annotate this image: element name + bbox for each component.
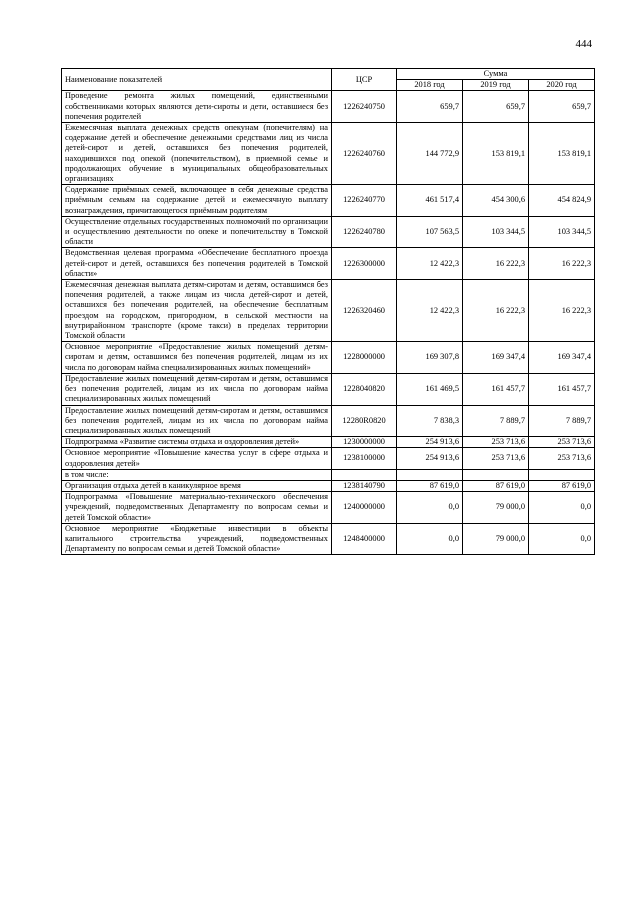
table-row — [62, 91, 595, 123]
table-row — [62, 480, 595, 491]
cell-name: Основное мероприятие «Повышение качества услуг в сфере отдыха и оздоровления детей» — [62, 448, 332, 469]
table-row — [62, 216, 595, 248]
cell-name: Подпрограмма «Повышение материально-технического обеспечения учреждений, подведомственных Департаменту по вопросам семьи и детей Томской области» — [62, 492, 332, 524]
budget-table — [61, 68, 595, 555]
cell-csr: 1226320460 — [332, 280, 397, 342]
table-row — [62, 437, 595, 448]
table-body — [62, 91, 595, 555]
cell-name: Подпрограмма «Развитие системы отдыха и оздоровления детей» — [62, 437, 332, 448]
cell-2018: 107 563,5 — [397, 216, 463, 248]
cell-csr — [332, 469, 397, 480]
cell-2018: 87 619,0 — [397, 480, 463, 491]
cell-2018: 254 913,6 — [397, 448, 463, 469]
cell-csr: 12280R0820 — [332, 405, 397, 437]
cell-name: Предоставление жилых помещений детям-сиротам и детям, оставшимся без попечения родителей, лицам из их числа по договорам найма специализированных жилых помещений — [62, 405, 332, 437]
cell-2019: 16 222,3 — [463, 248, 529, 280]
cell-csr: 1226240770 — [332, 185, 397, 217]
cell-2020: 253 713,6 — [529, 448, 595, 469]
header-sum: Сумма — [397, 69, 595, 80]
cell-2020: 16 222,3 — [529, 248, 595, 280]
cell-2020: 161 457,7 — [529, 373, 595, 405]
header-year-2018: 2018 год — [397, 80, 463, 91]
table-row — [62, 280, 595, 342]
cell-2020: 103 344,5 — [529, 216, 595, 248]
cell-csr: 1238100000 — [332, 448, 397, 469]
cell-2019: 79 000,0 — [463, 492, 529, 524]
cell-2018: 169 307,8 — [397, 342, 463, 374]
table-row — [62, 469, 595, 480]
cell-name: Ежемесячная денежная выплата детям-сиротам и детям, оставшимся без попечения родителей, а также лицам из числа детей-сирот и детей, оставшихся без попечения родителей, на обеспечение бесплатным проездом на городском, пригородном, в сельской местности на внутрирайонном транспорте (кроме такси) в пределах территории Томской области — [62, 280, 332, 342]
cell-2020: 153 819,1 — [529, 123, 595, 185]
table-row — [62, 373, 595, 405]
table-row — [62, 185, 595, 217]
cell-csr: 1226300000 — [332, 248, 397, 280]
cell-2019: 659,7 — [463, 91, 529, 123]
cell-2019: 79 000,0 — [463, 523, 529, 555]
header-year-2019: 2019 год — [463, 80, 529, 91]
table-row — [62, 523, 595, 555]
page-number: 444 — [575, 38, 592, 50]
table-row — [62, 492, 595, 524]
cell-2019: 161 457,7 — [463, 373, 529, 405]
cell-csr: 1240000000 — [332, 492, 397, 524]
cell-2018: 461 517,4 — [397, 185, 463, 217]
cell-name: Ежемесячная выплата денежных средств опекунам (попечителям) на содержание детей и обеспечение денежными средствами лиц из числа детей-сирот и детей, оставшихся без попечения родителей, находившихся под опекой (попечительством), в приемной семье и продолжающих обучение в муниципальных общеобразовательных организациях — [62, 123, 332, 185]
cell-2020: 454 824,9 — [529, 185, 595, 217]
header-year-2020: 2020 год — [529, 80, 595, 91]
cell-name: Содержание приёмных семей, включающее в себя денежные средства приёмным семьям на содержание детей и ежемесячную выплату вознаграждения, причитающегося приёмным родителям — [62, 185, 332, 217]
cell-2018: 144 772,9 — [397, 123, 463, 185]
cell-2020: 253 713,6 — [529, 437, 595, 448]
cell-2020: 87 619,0 — [529, 480, 595, 491]
cell-name: Предоставление жилых помещений детям-сиротам и детям, оставшимся без попечения родителей, лицам из их числа по договорам найма специализированных жилых помещений — [62, 373, 332, 405]
cell-2019: 253 713,6 — [463, 448, 529, 469]
cell-2018: 7 838,3 — [397, 405, 463, 437]
cell-name: в том числе: — [62, 469, 332, 480]
cell-2019: 87 619,0 — [463, 480, 529, 491]
cell-2020 — [529, 469, 595, 480]
cell-2018: 161 469,5 — [397, 373, 463, 405]
cell-2019 — [463, 469, 529, 480]
cell-2019: 7 889,7 — [463, 405, 529, 437]
cell-2019: 454 300,6 — [463, 185, 529, 217]
cell-2020: 16 222,3 — [529, 280, 595, 342]
cell-name: Осуществление отдельных государственных полномочий по организации и осуществлению деятельности по опеке и попечительству в Томской области — [62, 216, 332, 248]
cell-name: Основное мероприятие «Предоставление жилых помещений детям-сиротам и детям, оставшимся без попечения родителей, лицам из их числа по договорам найма специализированных жилых помещений» — [62, 342, 332, 374]
cell-2020: 7 889,7 — [529, 405, 595, 437]
cell-2019: 153 819,1 — [463, 123, 529, 185]
header-name: Наименование показателей — [62, 69, 332, 91]
table-row — [62, 342, 595, 374]
cell-2018: 254 913,6 — [397, 437, 463, 448]
cell-name: Организация отдыха детей в каникулярное время — [62, 480, 332, 491]
cell-name: Ведомственная целевая программа «Обеспечение бесплатного проезда детей-сирот и детей, оставшихся без попечения родителей в Томской области» — [62, 248, 332, 280]
table-row — [62, 448, 595, 469]
cell-2019: 169 347,4 — [463, 342, 529, 374]
cell-2020: 659,7 — [529, 91, 595, 123]
cell-csr: 1238140790 — [332, 480, 397, 491]
cell-2018 — [397, 469, 463, 480]
table-header-row — [62, 69, 595, 80]
cell-csr: 1248400000 — [332, 523, 397, 555]
table-row — [62, 248, 595, 280]
cell-csr: 1228040820 — [332, 373, 397, 405]
cell-2018: 0,0 — [397, 492, 463, 524]
table-row — [62, 405, 595, 437]
cell-2018: 12 422,3 — [397, 248, 463, 280]
cell-csr: 1230000000 — [332, 437, 397, 448]
cell-csr: 1228000000 — [332, 342, 397, 374]
cell-2019: 103 344,5 — [463, 216, 529, 248]
cell-2020: 0,0 — [529, 523, 595, 555]
cell-2018: 12 422,3 — [397, 280, 463, 342]
cell-csr: 1226240780 — [332, 216, 397, 248]
table-row — [62, 123, 595, 185]
cell-2019: 16 222,3 — [463, 280, 529, 342]
cell-2020: 169 347,4 — [529, 342, 595, 374]
cell-name: Основное мероприятие «Бюджетные инвестиции в объекты капитального строительства учреждений, подведомственных Департаменту по вопросам семьи и детей Томской области» — [62, 523, 332, 555]
cell-csr: 1226240750 — [332, 91, 397, 123]
cell-2019: 253 713,6 — [463, 437, 529, 448]
cell-csr: 1226240760 — [332, 123, 397, 185]
cell-name: Проведение ремонта жилых помещений, единственными собственниками которых являются дети-сироты и дети, оставшиеся без попечения родителей — [62, 91, 332, 123]
cell-2020: 0,0 — [529, 492, 595, 524]
cell-2018: 0,0 — [397, 523, 463, 555]
cell-2018: 659,7 — [397, 91, 463, 123]
header-csr: ЦСР — [332, 69, 397, 91]
